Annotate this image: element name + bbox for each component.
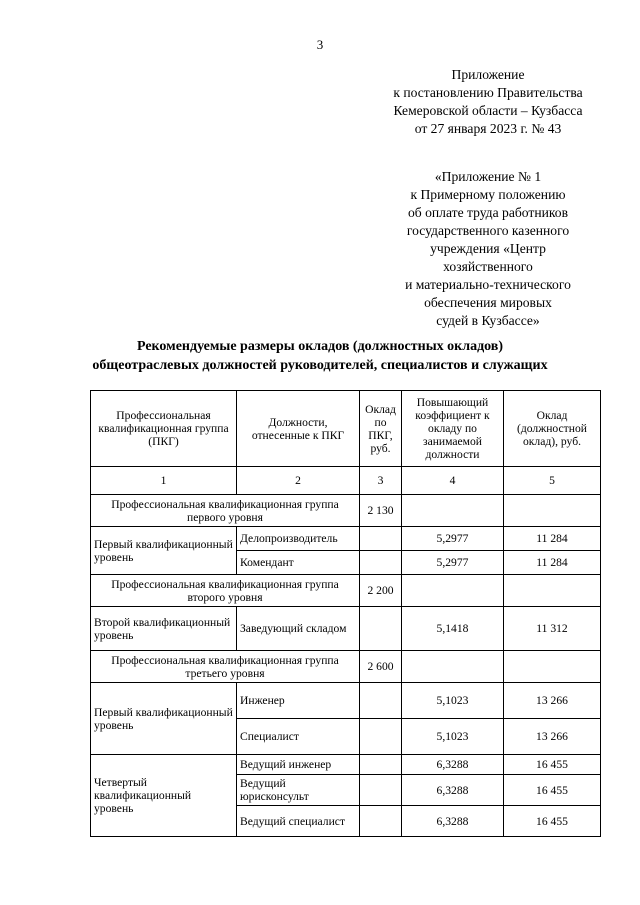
salary-value: 16 455 — [504, 755, 601, 775]
document-title — [0, 337, 640, 375]
appendix-line: Кемеровской области – Кузбасса — [393, 103, 583, 118]
appendix-line: от 27 января 2023 г. № 43 — [414, 121, 562, 136]
appendix1-line: государственного казенного — [406, 223, 570, 238]
appendix1-line: «Приложение № 1 — [434, 169, 542, 184]
col-number: 1 — [91, 467, 237, 495]
appendix-header — [362, 66, 614, 138]
column-numbers-row — [91, 467, 601, 495]
appendix1-line: к Примерному положению — [410, 187, 566, 202]
page-number: 3 — [316, 37, 324, 52]
table-row — [91, 755, 601, 775]
header-pkg: Профессиональная квалификационная группа (ПКГ) — [91, 391, 237, 467]
position-name: Ведущий инженер — [237, 755, 360, 775]
position-name: Ведущий специалист — [237, 806, 360, 837]
salary-value: 16 455 — [504, 775, 601, 806]
coef-value: 5,1023 — [402, 683, 504, 719]
coef-value: 5,2977 — [402, 551, 504, 575]
group-salary: 2 130 — [360, 495, 402, 527]
header-row — [91, 391, 601, 467]
salary-value: 11 284 — [504, 551, 601, 575]
appendix-line: Приложение — [451, 67, 525, 82]
table-row — [91, 683, 601, 719]
group-row — [91, 651, 601, 683]
coef-value: 5,2977 — [402, 527, 504, 551]
coef-value: 5,1023 — [402, 719, 504, 755]
appendix1-line: об оплате труда работников — [407, 205, 569, 220]
group-row — [91, 575, 601, 607]
header-positions: Должности, отнесенные к ПКГ — [237, 391, 360, 467]
appendix-line: к постановлению Правительства — [393, 85, 583, 100]
col-number: 2 — [237, 467, 360, 495]
level-name: Первый квалификационный уровень — [91, 527, 237, 575]
level-name: Первый квалификационный уровень — [91, 683, 237, 755]
position-name: Специалист — [237, 719, 360, 755]
position-name: Делопроизводитель — [237, 527, 360, 551]
appendix1-line: судей в Кузбассе» — [436, 313, 540, 328]
table-row — [91, 527, 601, 551]
coef-value: 6,3288 — [402, 806, 504, 837]
appendix1-line: хозяйственного — [443, 259, 533, 274]
appendix1-header — [362, 168, 614, 330]
coef-value: 6,3288 — [402, 755, 504, 775]
group-name: Профессиональная квалификационная группа второго уровня — [91, 575, 360, 607]
group-name: Профессиональная квалификационная группа первого уровня — [91, 495, 360, 527]
group-name: Профессиональная квалификационная группа третьего уровня — [91, 651, 360, 683]
appendix1-line: и материально-технического — [405, 277, 571, 292]
title-line: Рекомендуемые размеры окладов (должностных окладов) — [136, 339, 504, 354]
header-salary-pkg: Оклад по ПКГ, руб. — [360, 391, 402, 467]
level-name: Четвертый квалификационный уровень — [91, 755, 237, 837]
position-name: Комендант — [237, 551, 360, 575]
salary-value: 11 284 — [504, 527, 601, 551]
position-name: Ведущий юрисконсульт — [237, 775, 360, 806]
level-name: Второй квалификационный уровень — [91, 607, 237, 651]
salary-value: 13 266 — [504, 683, 601, 719]
appendix1-line: обеспечения мировых — [424, 295, 552, 310]
header-coef: Повышающий коэффициент к окладу по занимаемой должности — [402, 391, 504, 467]
group-salary: 2 200 — [360, 575, 402, 607]
salary-value: 11 312 — [504, 607, 601, 651]
col-number: 4 — [402, 467, 504, 495]
coef-value: 6,3288 — [402, 775, 504, 806]
coef-value: 5,1418 — [402, 607, 504, 651]
title-line: общеотраслевых должностей руководителей, специалистов и служащих — [92, 358, 548, 373]
group-salary: 2 600 — [360, 651, 402, 683]
col-number: 3 — [360, 467, 402, 495]
salary-value: 13 266 — [504, 719, 601, 755]
position-name: Заведующий складом — [237, 607, 360, 651]
salary-value: 16 455 — [504, 806, 601, 837]
header-salary: Оклад (должностной оклад), руб. — [504, 391, 601, 467]
col-number: 5 — [504, 467, 601, 495]
group-row — [91, 495, 601, 527]
position-name: Инженер — [237, 683, 360, 719]
salary-table — [90, 390, 601, 837]
table-row — [91, 607, 601, 651]
appendix1-line: учреждения «Центр — [430, 241, 546, 256]
